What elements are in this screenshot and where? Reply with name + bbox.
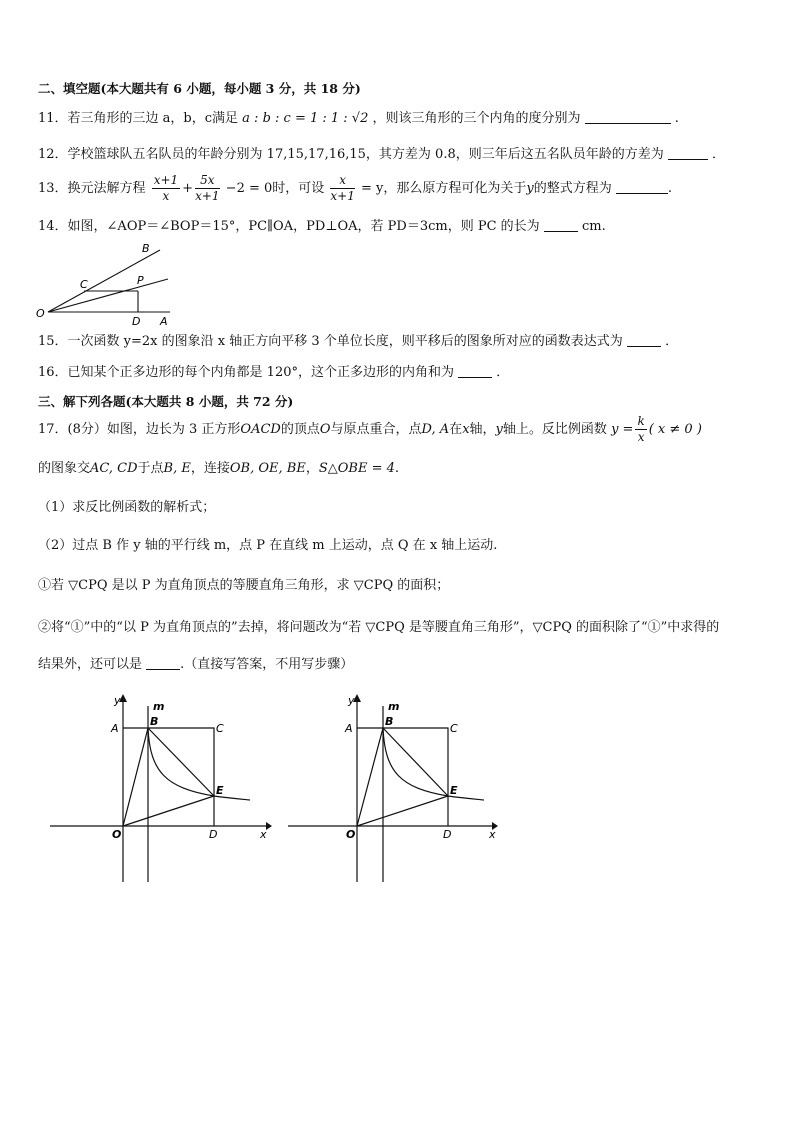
q11-suffix: ，则该三角形的三个内角的度分别为 [372, 111, 581, 126]
label-a: A [345, 722, 353, 735]
label-d: D [209, 828, 218, 841]
hyperbola-curve [383, 728, 484, 800]
q12-end: ． [712, 147, 726, 162]
q13-frac3-denominator: x+1 [330, 189, 355, 203]
label-c: C [450, 722, 458, 735]
q17-sides: AC, CD [90, 461, 138, 476]
q13-fraction-2 [195, 173, 219, 204]
label-b: B [150, 715, 159, 728]
q17-x-axis: x [462, 422, 470, 437]
q17-answer-blank[interactable] [146, 657, 180, 670]
q11-prefix: 11．若三角形的三边 a，b，c满足 [38, 111, 239, 126]
q13-var: y [526, 181, 534, 196]
question-13 [38, 172, 672, 206]
question-15 [38, 333, 678, 351]
q13-end: . [667, 181, 673, 196]
q16-end: ． [496, 365, 510, 380]
q17-area: S△OBE = 4 [318, 461, 395, 476]
label-a: A [111, 722, 119, 735]
q17-text-2b: 于点 [137, 461, 164, 476]
segment-be [383, 728, 448, 796]
label-e: E [450, 784, 458, 797]
ray-op [48, 279, 168, 312]
question-14 [38, 218, 606, 236]
q17-func-numerator: k [637, 414, 645, 428]
label-o: O [346, 828, 356, 841]
q11-ratio-math: a : b : c = 1 : 1 : √2 [242, 111, 369, 126]
q17-text-e: 轴， [469, 422, 496, 437]
q13-prefix: 13．换元法解方程 [38, 181, 146, 196]
label-m: m [388, 700, 400, 713]
question-17-line-2 [38, 460, 399, 478]
label-o: O [112, 828, 122, 841]
q17-sub-1: ①若 ▽CPQ 是以 P 为直角顶点的等腰直角三角形，求 ▽CPQ 的面积； [38, 578, 450, 593]
x-arrow-icon [266, 822, 272, 830]
q17-coordinate-figure-left [48, 692, 272, 884]
q14-angle-figure [34, 240, 174, 326]
q17-func-fraction [635, 414, 646, 445]
q12-text: 12．学校篮球队五名队员的年龄分别为 17,15,17,16,15，其方差为 0.8，则三年后这五名队员年龄的方差为 [38, 147, 664, 162]
hyperbola-curve [148, 728, 250, 800]
label-y: y [114, 694, 121, 707]
label-d: D [132, 315, 141, 326]
segment-be [148, 728, 214, 796]
q13-fraction-1 [152, 173, 180, 204]
q14-text: 14．如图，∠AOP＝∠BOP＝15°，PC∥OA，PD⊥OA，若 PD＝3cm，则 PC 的长为 [38, 219, 540, 234]
q13-frac2-numerator: 5x [195, 173, 219, 189]
question-12 [38, 146, 725, 164]
q17-text-f: 轴上。反比例函数 [502, 422, 607, 437]
q13-plus: + [182, 181, 194, 196]
label-o: O [36, 307, 45, 320]
question-16 [38, 364, 509, 382]
q13-frac2-denominator: x+1 [195, 189, 220, 203]
q17-sub-2-text: 结果外，还可以是 [38, 657, 143, 672]
label-a: A [160, 315, 168, 326]
q15-answer-blank[interactable] [627, 334, 661, 347]
q16-text: 16．已知某个正多边形的每个内角都是 120°，这个正多边形的内角和为 [38, 365, 454, 380]
q13-tail: −2 = 0时，可设 [225, 181, 325, 196]
q17-text-2c: ，连接 [190, 461, 230, 476]
q17-points-da: D, A [421, 422, 450, 437]
q14-unit: cm. [581, 219, 606, 234]
question-11 [38, 110, 679, 128]
q12-answer-blank[interactable] [668, 147, 708, 160]
q17-coordinate-figure-right [286, 692, 510, 884]
q11-answer-blank[interactable] [585, 111, 671, 124]
segment-oe [357, 796, 448, 826]
q17-points-be: B, E [163, 461, 191, 476]
label-c: C [216, 722, 224, 735]
label-x: x [489, 828, 496, 841]
q17-part-2: （2）过点 B 作 y 轴的平行线 m，点 P 在直线 m 上运动，点 Q 在 x 轴上运动. [38, 538, 498, 553]
q11-end: . [674, 111, 679, 126]
q17-func-denominator: x [637, 430, 645, 444]
q15-text: 15．一次函数 y=2x 的图象沿 x 轴正方向平移 3 个单位长度，则平移后的图象所对应的函数表达式为 [38, 334, 623, 349]
segment-ob [357, 728, 383, 826]
q13-fraction-3 [330, 173, 354, 204]
q13-eq: = y，那么原方程可化为关于 [361, 181, 527, 196]
label-m: m [153, 700, 165, 713]
question-17-line-1 [38, 414, 702, 446]
q13-frac3-numerator: x [330, 173, 354, 189]
q17-y-axis: y [495, 422, 503, 437]
section-heading-fill-in: 二、填空题(本大题共有 6 小题，每小题 3 分，共 18 分) [38, 81, 361, 96]
section-heading-solve: 三、解下列各题(本大题共 8 小题，共 72 分) [38, 394, 294, 409]
label-e: E [216, 784, 224, 797]
q17-point-o: O [319, 422, 331, 437]
q17-sub-2-line-2 [38, 656, 353, 674]
q13-frac1-denominator: x [162, 189, 170, 203]
q16-answer-blank[interactable] [458, 365, 492, 378]
q17-func-condition: ( x ≠ 0 ) [648, 422, 702, 437]
label-b: B [142, 242, 150, 255]
q17-segments: OB, OE, BE [229, 461, 306, 476]
q14-answer-blank[interactable] [544, 219, 578, 232]
q17-part-1: （1）求反比例函数的解析式； [38, 500, 216, 515]
segment-oe [123, 796, 214, 826]
q17-text-2e: . [394, 461, 400, 476]
q17-sub-2-end: .（直接写答案，不用写步骤） [180, 657, 354, 672]
q17-text-2a: 的图象交 [38, 461, 91, 476]
q15-end: ． [665, 334, 679, 349]
q17-text-2d: ， [305, 461, 319, 476]
label-x: x [260, 828, 267, 841]
label-c: C [80, 278, 88, 291]
segment-ob [123, 728, 148, 826]
label-y: y [348, 694, 355, 707]
label-p: P [137, 274, 144, 287]
q17-text-a: 17．(8分）如图，边长为 3 正方形 [38, 422, 241, 437]
q13-suffix: 的整式方程为 [533, 181, 612, 196]
q13-frac1-numerator: x+1 [153, 173, 179, 187]
q17-text-b: 的顶点 [280, 422, 320, 437]
q17-square-name: OACD [240, 422, 281, 437]
label-d: D [443, 828, 452, 841]
q13-answer-blank[interactable] [616, 181, 668, 194]
q17-text-c: 与原点重合，点 [330, 422, 422, 437]
label-b: B [385, 715, 394, 728]
q17-sub-2-line-1: ②将“①”中的“以 P 为直角顶点的”去掉，将问题改为“若 ▽CPQ 是等腰直角三角形”，▽CPQ 的面积除了“①”中求得的 [38, 620, 720, 635]
q17-text-d: 在 [449, 422, 463, 437]
q17-func-lhs: y = [611, 422, 634, 437]
